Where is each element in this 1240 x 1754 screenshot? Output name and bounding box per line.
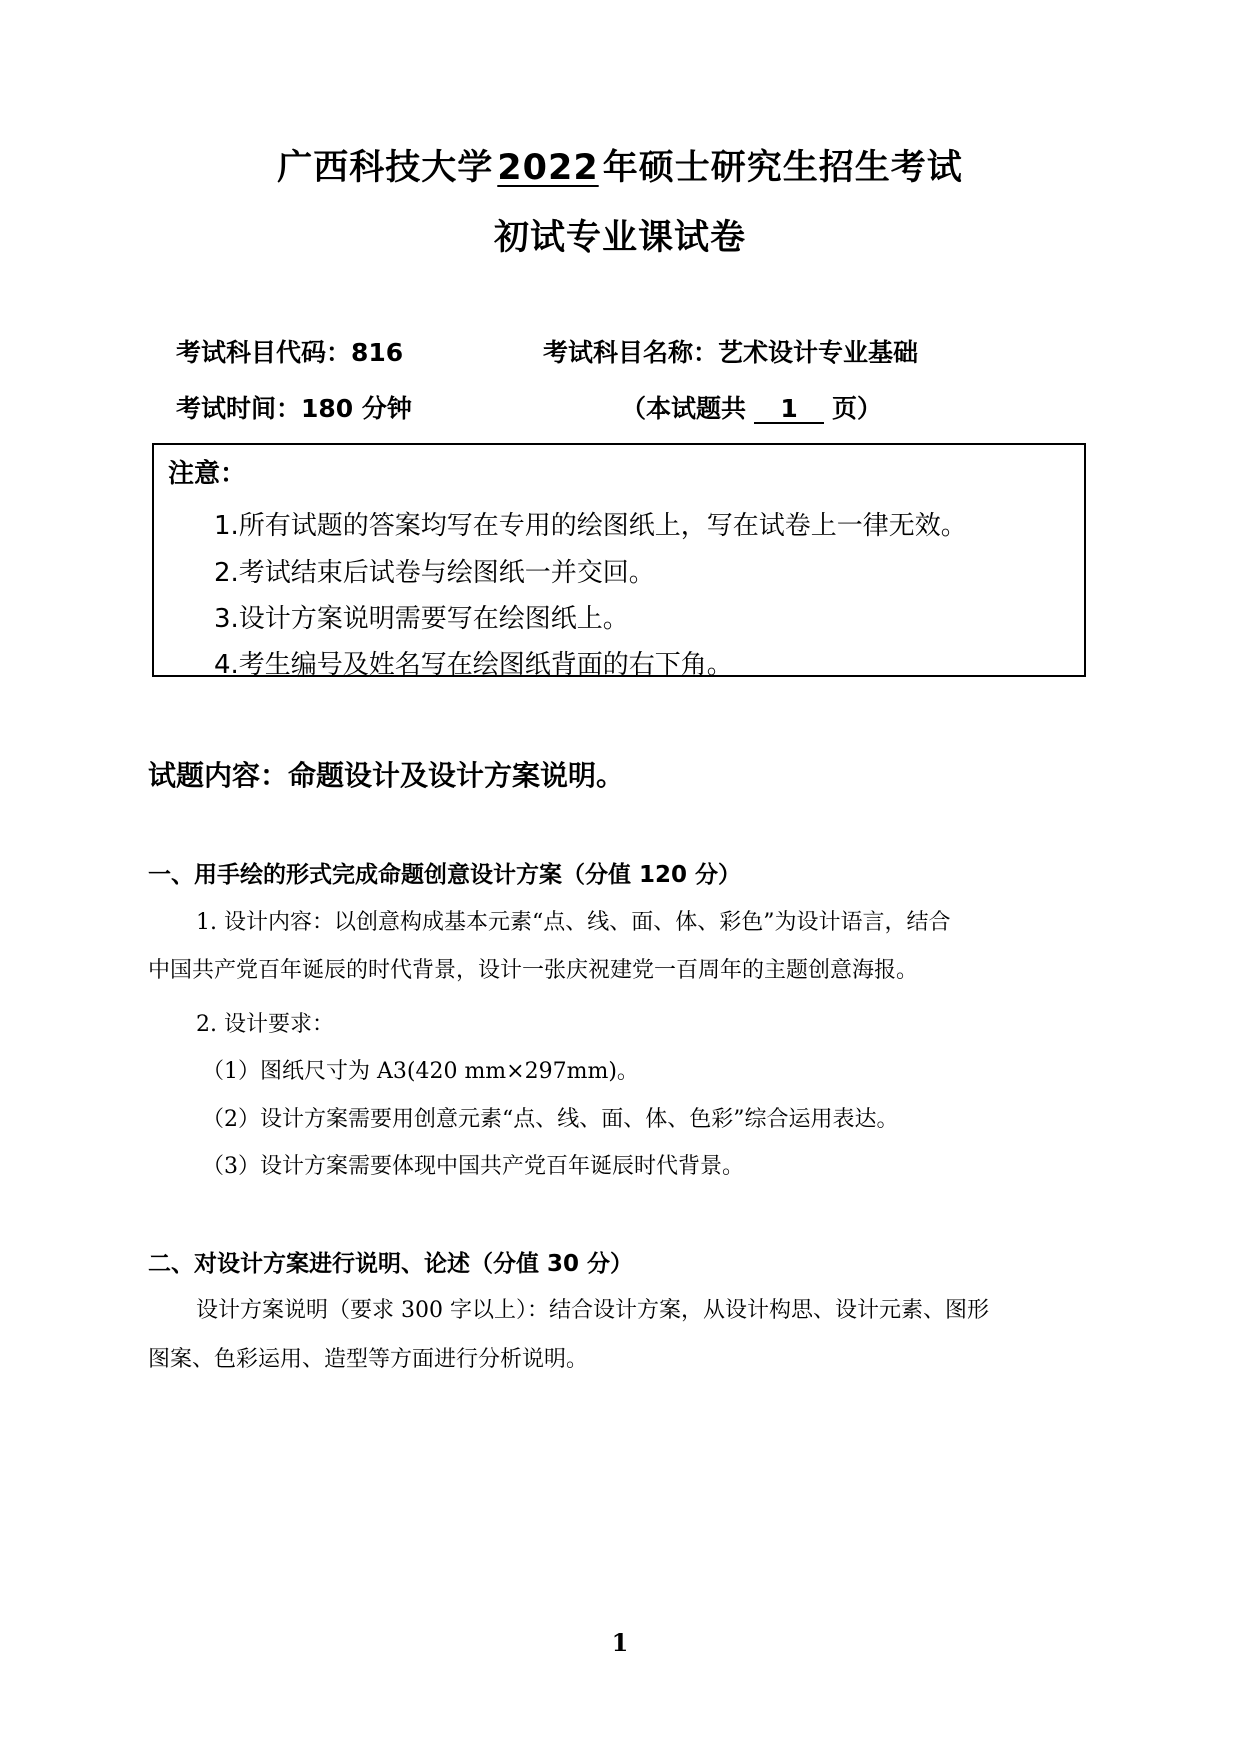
notice-box xyxy=(152,443,1086,680)
pages-prefix: （本试题共 xyxy=(621,394,747,423)
notice-item: 2.考试结束后试卷与绘图纸一并交回。 xyxy=(214,558,655,588)
section2-line2: 图案、色彩运用、造型等方面进行分析说明。 xyxy=(148,1347,589,1372)
requirement-item: （1）图纸尺寸为 A3(420 mm×297mm)。 xyxy=(202,1059,639,1084)
section1-item1-line1: 1. 设计内容：以创意构成基本元素“点、线、面、体、彩色”为设计语言，结合 xyxy=(196,910,951,935)
exam-duration: 考试时间：180 分钟 xyxy=(176,394,412,423)
title-suffix: 年硕士研究生招生考试 xyxy=(602,148,963,188)
content-title: 试题内容：命题设计及设计方案说明。 xyxy=(148,759,625,792)
notice-heading: 注意： xyxy=(168,459,247,489)
title-year: 2022 xyxy=(497,148,599,188)
section1-item1-line2: 中国共产党百年诞辰的时代背景，设计一张庆祝建党一百周年的主题创意海报。 xyxy=(148,958,919,983)
page-number: 1 xyxy=(611,1628,629,1657)
exam-code: 考试科目代码：816 xyxy=(176,338,404,367)
pages-suffix: 页） xyxy=(832,394,883,423)
section1-title: 一、用手绘的形式完成命题创意设计方案（分值 120 分） xyxy=(148,862,742,888)
section1-item2: 2. 设计要求： xyxy=(196,1012,334,1037)
exam-title xyxy=(0,140,1240,190)
pages-value: 1 xyxy=(754,396,824,424)
requirement-item: （3）设计方案需要体现中国共产党百年诞辰时代背景。 xyxy=(202,1154,744,1179)
notice-item: 1.所有试题的答案均写在专用的绘图纸上，写在试卷上一律无效。 xyxy=(214,511,967,541)
section2-title: 二、对设计方案进行说明、论述（分值 30 分） xyxy=(148,1251,634,1277)
notice-item: 4.考生编号及姓名写在绘图纸背面的右下角。 xyxy=(214,650,733,680)
exam-subtitle: 初试专业课试卷 xyxy=(493,218,746,258)
title-school: 广西科技大学 xyxy=(277,148,494,188)
notice-item: 3.设计方案说明需要写在绘图纸上。 xyxy=(214,604,629,634)
exam-page-count xyxy=(621,389,882,425)
section2-line1: 设计方案说明（要求 300 字以上）：结合设计方案，从设计构思、设计元素、图形 xyxy=(196,1298,989,1323)
requirement-item: （2）设计方案需要用创意元素“点、线、面、体、色彩”综合运用表达。 xyxy=(202,1107,899,1132)
exam-subject-name: 考试科目名称：艺术设计专业基础 xyxy=(543,338,919,367)
